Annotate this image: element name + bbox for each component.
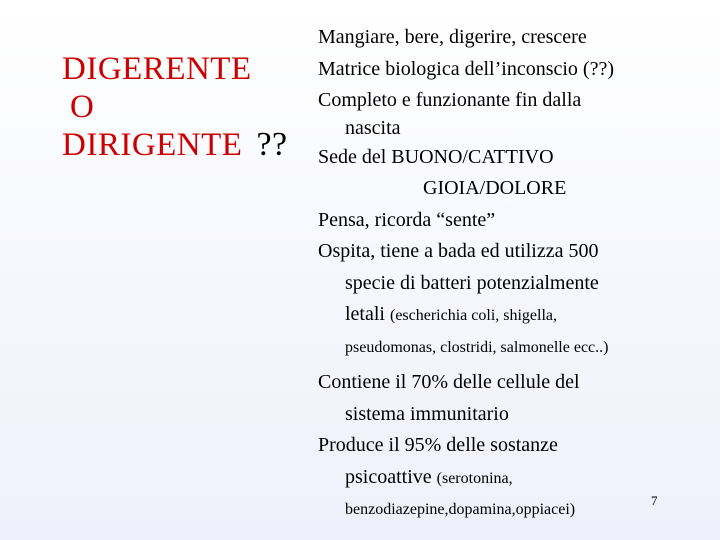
text-line-ospita: Ospita, tiene a bada ed utilizza 500 (318, 240, 599, 262)
text-letali: letali (345, 303, 385, 325)
text-line-produce: Produce il 95% delle sostanze (318, 434, 558, 456)
title-word-dirigente: DIRIGENTE (62, 127, 243, 163)
title-line-o: O (70, 89, 95, 125)
text-line-psicoattive (318, 462, 713, 495)
text-line-benzodiazepine: benzodiazepine,dopamina,oppiacei) (345, 501, 576, 518)
text-line-sede: Sede del BUONO/CATTIVO (318, 145, 554, 168)
title-question-marks: ?? (256, 126, 288, 163)
text-line-nascita: nascita (345, 116, 401, 139)
bullet-text-list (318, 22, 713, 526)
text-line-gioia: GIOIA/DOLORE (423, 177, 567, 199)
text-line-letali (318, 299, 713, 332)
text-line-completo: Completo e funzionante fin dalla (318, 89, 582, 111)
text-line-sistema: sistema immunitario (345, 402, 509, 425)
text-line-specie: specie di batteri potenzialmente (345, 271, 599, 294)
title-line-digerente: DIGERENTE (62, 51, 252, 87)
text-line-contiene: Contiene il 70% delle cellule del (318, 371, 580, 393)
text-line-pensa: Pensa, ricorda “sente” (318, 208, 496, 231)
text-line-matrice: Matrice biologica dell’inconscio (??) (318, 57, 614, 80)
title-line-dirigente (62, 126, 288, 164)
text-serotonina: (serotonina, (436, 469, 513, 487)
text-line-pseudomonas: pseudomonas, clostridi, salmonelle ecc..) (345, 338, 609, 356)
text-psicoattive: psicoattive (345, 465, 432, 488)
text-batteri-list: (escherichia coli, shigella, (389, 307, 558, 324)
text-line-mangiare: Mangiare, bere, digerire, crescere (318, 26, 587, 48)
slide-title (62, 50, 288, 164)
page-number: 7 (651, 493, 658, 508)
